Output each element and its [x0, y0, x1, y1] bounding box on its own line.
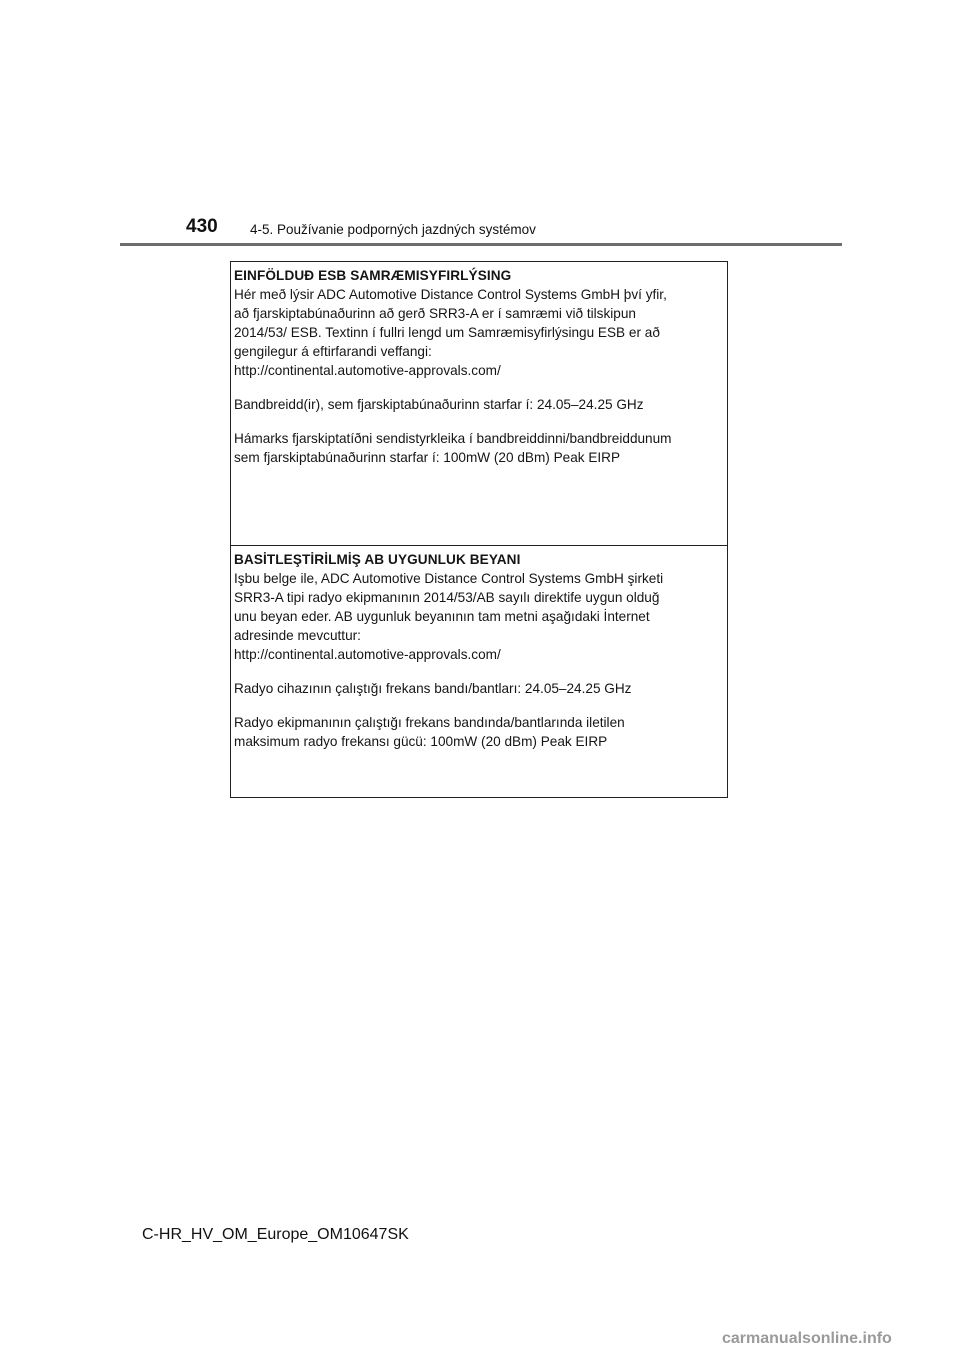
- icelandic-power-line: sem fjarskiptabúnaðurinn starfar í: 100mW (20 dBm) Peak EIRP: [234, 450, 621, 465]
- turkish-frequency-band: Radyo cihazının çalıştığı frekans bandı/bantları: 24.05–24.25 GHz: [234, 681, 632, 696]
- icelandic-heading: EINFÖLDUÐ ESB SAMRÆMISYFIRLÝSING: [234, 268, 512, 283]
- icelandic-body-line: að fjarskiptabúnaðurinn að gerð SRR3-A er í samræmi við tilskipun: [234, 306, 636, 321]
- turkish-power-line: Radyo ekipmanının çalıştığı frekans bandında/bantlarında iletilen: [234, 715, 625, 730]
- icelandic-body-line: gengilegur á eftirfarandi veffangi:: [234, 344, 432, 359]
- icelandic-power-line: Hámarks fjarskiptatíðni sendistyrkleika í bandbreiddinni/bandbreiddunum: [234, 431, 672, 446]
- page-number: 430: [186, 216, 218, 237]
- turkish-body-line: SRR3-A tipi radyo ekipmanının 2014/53/AB sayılı direktife uygun olduğ: [234, 590, 660, 605]
- icelandic-url: http://continental.automotive-approvals.com/: [234, 363, 501, 378]
- turkish-url: http://continental.automotive-approvals.com/: [234, 647, 501, 662]
- icelandic-body-line: 2014/53/ ESB. Textinn í fullri lengd um Samræmisyfirlýsingu ESB er að: [234, 325, 660, 340]
- section-title: 4-5. Používanie podporných jazdných systémov: [250, 222, 536, 237]
- header-divider: [120, 243, 842, 246]
- turkish-body-line: Işbu belge ile, ADC Automotive Distance Control Systems GmbH şirketi: [234, 571, 664, 586]
- declaration-notice-box: [230, 261, 728, 798]
- turkish-power-line: maksimum radyo frekansı gücü: 100mW (20 dBm) Peak EIRP: [234, 734, 608, 749]
- turkish-body-line: unu beyan eder. AB uygunluk beyanının tam metni aşağıdaki İnternet: [234, 609, 650, 624]
- turkish-body-line: adresinde mevcuttur:: [234, 628, 361, 643]
- icelandic-body-line: Hér með lýsir ADC Automotive Distance Control Systems GmbH því yfir,: [234, 287, 667, 302]
- turkish-heading: BASİTLEŞTİRİLMİŞ AB UYGUNLUK BEYANI: [234, 552, 521, 567]
- document-id: C-HR_HV_OM_Europe_OM10647SK: [142, 1226, 409, 1243]
- icelandic-declaration-panel: [231, 262, 727, 545]
- turkish-declaration-panel: [231, 545, 727, 797]
- watermark: carmanualsonline.info: [722, 1330, 892, 1347]
- icelandic-frequency-band: Bandbreidd(ir), sem fjarskiptabúnaðurinn starfar í: 24.05–24.25 GHz: [234, 397, 644, 412]
